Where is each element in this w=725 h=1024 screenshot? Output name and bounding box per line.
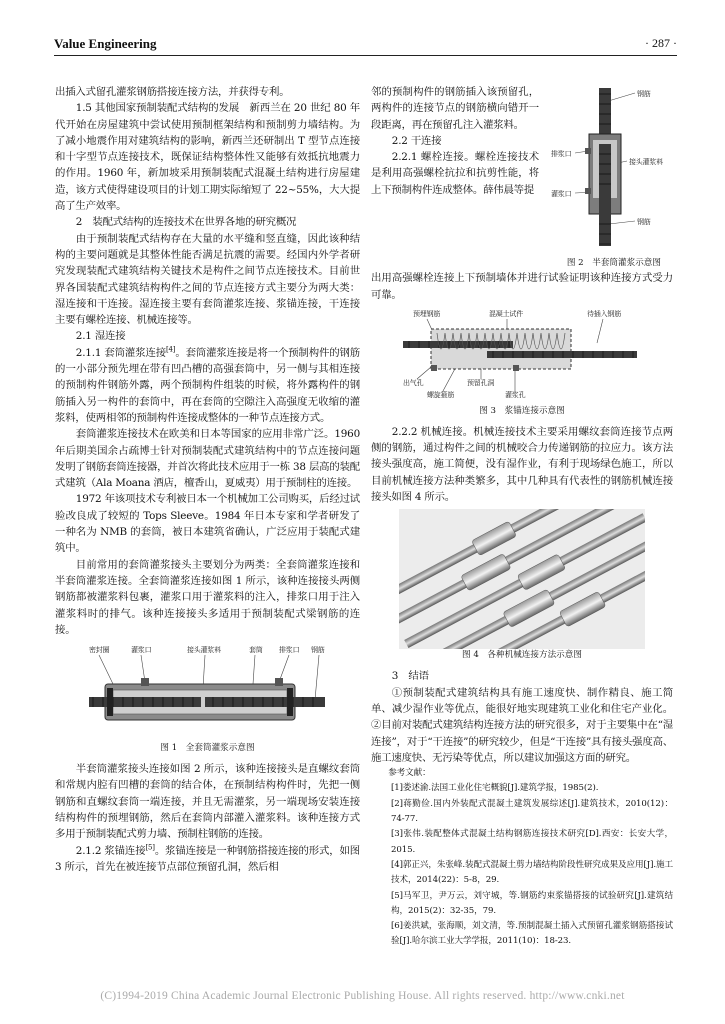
fig2-label: 排浆口: [551, 150, 572, 158]
section-2-2-heading: 2.2 干连接: [391, 134, 442, 147]
page-number: · 287 ·: [645, 36, 677, 50]
copyright-footer: (C)1994-2019 China Academic Journal Electronic Publishing House. All rights reserved. http://www.cnki.net: [100, 990, 625, 1002]
page-header: [54, 34, 677, 56]
reference-item: [5]马军卫，尹万云，刘守城，等.钢筋约束浆锚搭接的试验研究[J].建筑结构，2015(2)：32-35，79.: [391, 890, 673, 916]
paragraph: 2.1.2 浆锚连接[5]。浆锚连接是一种钢筋搭接连接的形式，如图 3 所示，首先在被连接节点部位预留孔洞，然后相: [55, 843, 360, 873]
section-2-1-heading: 2.1 湿连接: [75, 330, 126, 343]
fig3-label: 预埋钢筋: [413, 309, 441, 318]
paragraph: 套筒灌浆连接技术在欧美和日本等国家的应用非常广泛。1960 年后期美国余占疏博士针对预制装配式建筑结构中的节点连接问题发明了钢筋套筒连接器，并首次将此技术应用于一栋 38 层高的装配式建筑（Ala Moana 酒店，檀香山，夏威夷）用于预制柱的连接。: [55, 428, 360, 490]
references: [371, 766, 673, 950]
figure-4-caption: 图 4 各种机械连接方法示意图: [462, 650, 582, 661]
figure-2-caption: 图 2 半套筒灌浆示意图: [566, 258, 661, 269]
fig1-label: 接头灌浆料: [186, 646, 221, 655]
paragraph: 出用高强螺栓连接上下预制墙体并进行试验证明该种连接方式受力可靠。: [371, 272, 673, 301]
citation: [4]: [165, 345, 176, 354]
references-title: 参考文献：: [388, 768, 431, 779]
fig3-label: 螺旋箍筋: [427, 390, 455, 399]
figure-2: [545, 84, 673, 255]
reference-item: [4]郭正兴，朱张峰.装配式混凝土剪力墙结构阶段性研究成果及应用[J].施工技术，2014(22)：5-8，29.: [391, 859, 673, 886]
right-column: [371, 84, 673, 950]
left-column: [55, 84, 360, 875]
paragraph: 2.2.1 螺栓连接。螺栓连接技术是利用高强螺栓抗拉和抗剪性能，将上下预制构件连成整体。薛伟晨等提: [371, 151, 539, 196]
reference-item: [2]蒋勤俭.国内外装配式混凝土建筑发展综述[J].建筑技术，2010(12)：74-77.: [391, 798, 673, 825]
fig1-label: 密封圈: [88, 646, 109, 655]
section-1-5: 1.5 其他国家预制装配式结构的发展 新西兰在 20 世纪 80 年代开始在房屋建筑中尝试使用预制框架结构和预制剪力墙结构。为了减小地震作用对建筑结构的影响，新西兰还研制出 T 型节点连接和十字型节点连接技术，既保证结构整体性又能够有效抵抗地震力的作用。1960 年，新加坡采用预制装配式混凝土结构进行房屋建造，该方式使得建设项目的计划工期实际缩短了 22~55%，大大提高了生产效率。: [55, 102, 360, 213]
subheading: 2.1.2 浆锚连接: [75, 844, 146, 857]
half-sleeve-diagram: [545, 84, 673, 250]
subheading: 2.1.1 套筒灌浆连接: [75, 346, 166, 359]
figure-3-caption: 图 3 浆锚连接示意图: [479, 405, 565, 416]
paragraph: 邻的预制构件的钢筋插入该预留孔，两构件的连接节点的钢筋横向错开一段距离，再在预留孔注入灌浆料。: [371, 86, 539, 131]
full-sleeve-diagram: [83, 642, 333, 742]
figure-3: [371, 307, 673, 418]
paragraph: ①预制装配式建筑结构具有施工速度快、制作精良、施工简单、减少湿作业等优点，能很好地实现建筑工业化和住宅产业化。②目前对装配式建筑结构连接方法的研究很多，对于主要集中在“湿连接”，对于“干连接”的研究较少，但是“干连接”具有接头强度高、施工速度快、无污染等优点，所以建议加强这方面的研究。: [371, 686, 673, 764]
fig3-label: 待插入钢筋: [587, 309, 621, 318]
reference-item: [3]张伟.装配整体式混凝土结构钢筋连接技术研究[D].西安：长安大学，2015.: [391, 829, 673, 855]
paragraph: 2.1.1 套筒灌浆连接[4]。套筒灌浆连接是将一个预制构件的钢筋的一小部分预先埋在带有凹凸槽的高强套筒中，另一侧与其相连接的预制构件钢筋外露，两个预制构件组装的时候，将外露构件的钢筋插入另一构件的套筒中，再在套筒的空隙注入高强度无收缩的灌浆料，使两相邻的预制构件连接成整体的一种节点连接方式。: [55, 345, 361, 424]
fig2-label: 钢筋: [637, 218, 651, 226]
paragraph: 1972 年该项技术专利被日本一个机械加工公司购买，后经过试验改良成了较短的 Tops Sleeve。1984 年日本专家和学者研发了一种名为 NMB 的套筒，被日本建筑省确认，广泛应用于装配式建筑中。: [55, 493, 360, 555]
reference-item: [6]姜洪斌，张海顺，刘文清，等.预制混凝土插入式预留孔灌浆钢筋搭接试验[J].哈尔滨工业大学学报，2011(10)：18-23.: [391, 921, 673, 947]
fig3-label: 混凝土试件: [489, 309, 523, 318]
fig2-label: 灌浆口: [551, 190, 572, 198]
figure-4: [371, 509, 673, 662]
paragraph: 半套筒灌浆接头连接如图 2 所示，该种连接接头是直螺纹套筒和常规内腔有凹槽的套筒的结合体，在预制结构构件时，先把一侧钢筋和直螺纹套筒一端连接，并且无需灌浆，另一端现场安装连接结构构件的预埋钢筋，然后在套筒内部灌入灌浆料。该种连接方式多用于预制装配式剪力墙、预制柱钢筋的连接。: [55, 763, 360, 841]
reference-item: [1]娄述渝.法国工业化住宅概貌[J].建筑学报，1985(2).: [391, 783, 599, 794]
paragraph: 由于预制装配式结构存在大量的水平缝和竖直缝，因此该种结构的主要问题就是其整体性能否满足抗震的需要。经国内外学者研究发现装配式建筑结构关键技术是构件之间节点连接技术。目前世界各国装配式建筑结构构件之间的节点连接方式主要分为两大类：湿连接和干连接。湿连接主要有套筒灌浆连接、浆锚连接，干连接主要有螺栓连接、机械连接等。: [55, 232, 360, 327]
fig3-label: 出气孔: [403, 378, 424, 387]
fig1-label: 灌浆口: [130, 646, 151, 655]
fig2-label: 接头灌浆料: [629, 158, 663, 166]
fig1-label: 钢筋: [310, 646, 325, 655]
section-3-heading: 3 结语: [391, 670, 429, 683]
paragraph: 目前常用的套筒灌浆接头主要划分为两类：全套筒灌浆连接和半套筒灌浆连接。全套筒灌浆连接如图 1 所示，该种连接接头两侧钢筋都被灌浆料包裹，灌浆口用于灌浆料的注入，排浆口用于注入灌浆料时的排气。该种连接接头多适用于预制装配式梁钢筋的连接。: [55, 558, 360, 636]
figure-1: [55, 642, 360, 755]
grout-anchor-diagram: [397, 307, 647, 405]
section-2-heading: 2 装配式结构的连接技术在世界各地的研究概况: [75, 216, 297, 229]
figure-1-caption: 图 1 全套筒灌浆示意图: [160, 743, 255, 754]
fig3-label: 预留孔洞: [467, 378, 495, 387]
citation: [5]: [145, 843, 155, 852]
fig3-label: 灌浆孔: [505, 390, 526, 399]
fig1-label: 套筒: [248, 646, 263, 655]
mechanical-coupler-photo: [399, 509, 645, 649]
paragraph: 出插入式留孔灌浆钢筋搭接连接方法，并获得专利。: [55, 86, 290, 98]
fig1-label: 排浆口: [278, 646, 299, 655]
journal-title: Value Engineering: [54, 36, 157, 51]
paragraph: 2.2.2 机械连接。机械连接技术主要采用螺纹套筒连接节点两侧的钢筋，通过构件之间的机械咬合力传递钢筋的拉应力。该方法接头强度高，施工简便，没有湿作业，有利于现场绿色施工，所以目前机械连接方法种类繁多，其中几种具有代表性的钢筋机械连接接头如图 4 所示。: [371, 425, 673, 504]
fig2-label: 钢筋: [637, 90, 651, 98]
